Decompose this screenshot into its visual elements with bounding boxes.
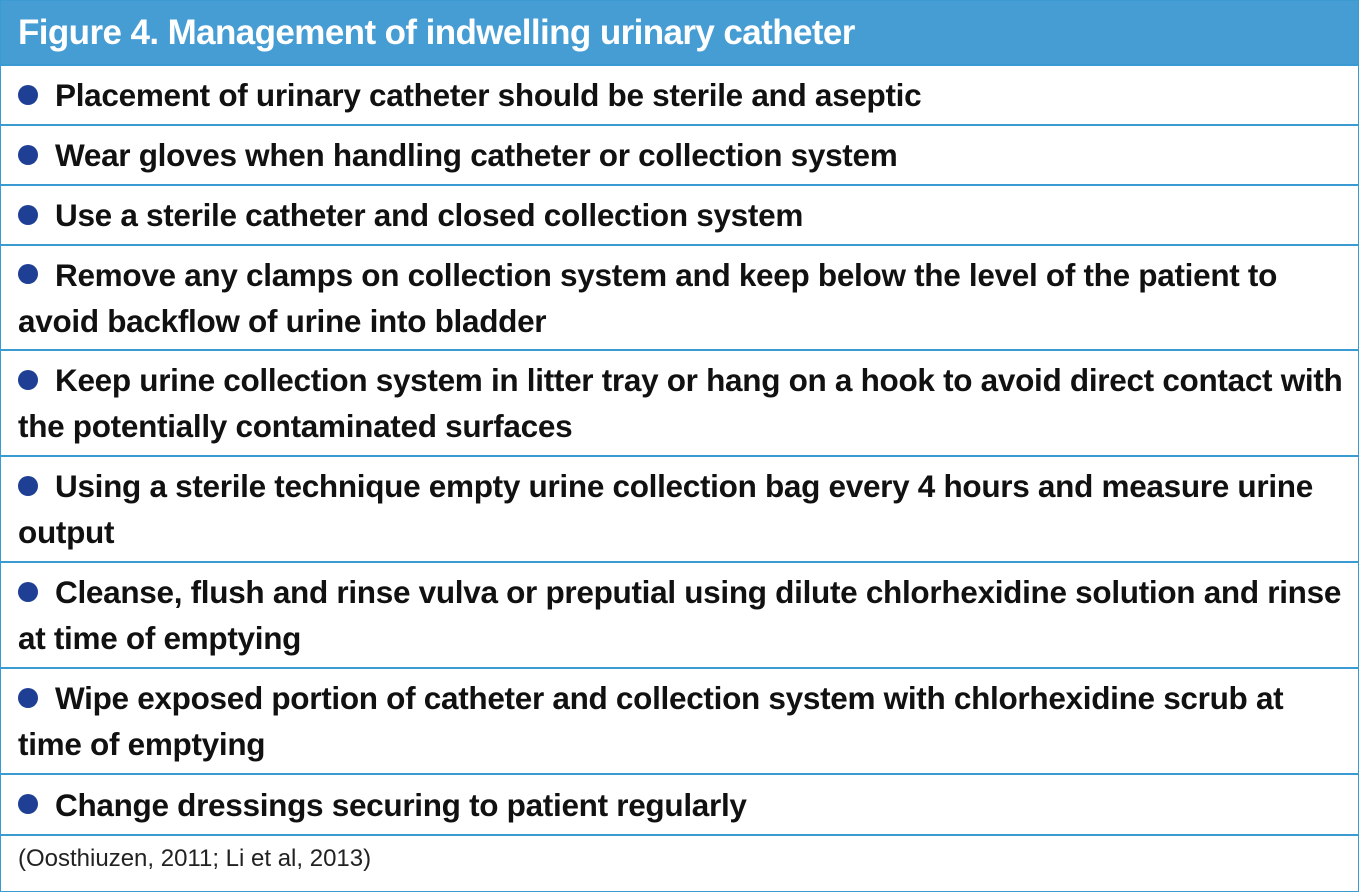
- list-item-text: Use a sterile catheter and closed collection system: [55, 197, 804, 233]
- list-item-text: Using a sterile technique empty urine collection bag every 4 hours and measure urine output: [18, 468, 1313, 550]
- list-item: [1, 124, 1358, 184]
- figure-title: Figure 4. Management of indwelling urinary catheter: [1, 1, 1358, 64]
- bullet-icon: [18, 688, 38, 708]
- list-item: [1, 349, 1358, 455]
- source-citation: (Oosthiuzen, 2011; Li et al, 2013): [1, 834, 1358, 881]
- list-item: [1, 773, 1358, 834]
- bullet-icon: [18, 85, 38, 105]
- bullet-icon: [18, 582, 38, 602]
- list-item-text: Cleanse, flush and rinse vulva or preputial using dilute chlorhexidine solution and rinse at time of emptying: [18, 574, 1342, 656]
- list-item: [1, 244, 1358, 349]
- list-item-text: Wear gloves when handling catheter or collection system: [55, 137, 898, 173]
- bullet-icon: [18, 264, 38, 284]
- list-item: [1, 561, 1358, 667]
- bullet-icon: [18, 476, 38, 496]
- bullet-icon: [18, 794, 38, 814]
- list-item-text: Remove any clamps on collection system and keep below the level of the patient to avoid backflow of urine into bladder: [18, 256, 1278, 339]
- bullet-icon: [18, 205, 38, 225]
- bullet-icon: [18, 370, 38, 390]
- list-item: [1, 667, 1358, 773]
- list-item: [1, 184, 1358, 244]
- list-item-text: Change dressings securing to patient regularly: [55, 786, 747, 823]
- list-item-text: Wipe exposed portion of catheter and collection system with chlorhexidine scrub at time of emptying: [18, 680, 1284, 762]
- list-item: [1, 455, 1358, 561]
- list-item-text: Placement of urinary catheter should be sterile and aseptic: [55, 77, 922, 113]
- list-item-text: Keep urine collection system in litter tray or hang on a hook to avoid direct contact with the potentially contaminated surfaces: [18, 362, 1343, 444]
- bullet-icon: [18, 145, 38, 165]
- list-item: [1, 64, 1358, 124]
